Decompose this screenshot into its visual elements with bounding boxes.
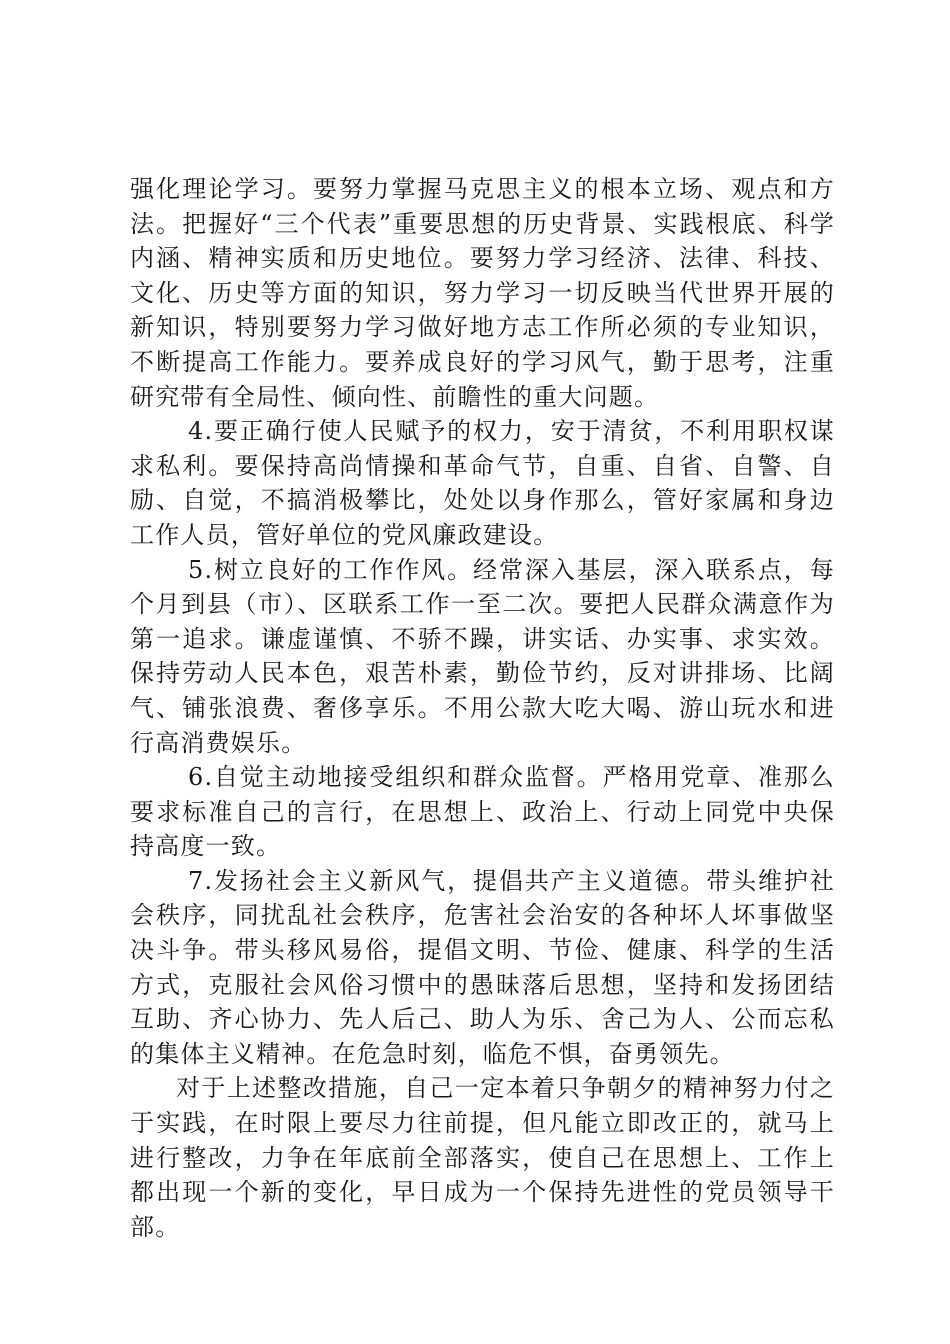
paragraph-closing: 对于上述整改措施，自己一定本着只争朝夕的精神努力付之于实践，在时限上要尽力往前提，但凡能立即改正的，就马上进行整改，力争在年底前全部落实，使自己在思想上、工作上都出现一个新的变化，早日成为一个保持先进性的党员领导干部。 bbox=[130, 1074, 835, 1241]
paragraph-item-4: 4.要正确行使人民赋予的权力，安于清贫，不利用职权谋求私利。要保持高尚情操和革命气节，自重、自省、自警、自励、自觉，不搞消极攀比，处处以身作那么，管好家属和身边工作人员，管好单位的党风廉政建设。 bbox=[130, 417, 835, 549]
document-body bbox=[130, 172, 835, 1244]
paragraph-item-6: 6.自觉主动地接受组织和群众监督。严格用党章、准那么要求标准自己的言行，在思想上、政治上、行动上同党中央保持高度一致。 bbox=[130, 763, 835, 861]
paragraph-study: 强化理论学习。要努力掌握马克思主义的根本立场、观点和方法。把握好“三个代表”重要思想的历史背景、实践根底、科学内涵、精神实质和历史地位。要努力学习经济、法律、科技、文化、历史等方面的知识，努力学习一切反映当代世界开展的新知识，特别要努力学习做好地方志工作所必须的专业知识，不断提高工作能力。要养成良好的学习风气，勤于思考，注重研究带有全局性、倾向性、前瞻性的重大问题。 bbox=[130, 175, 835, 411]
paragraph-item-7: 7.发扬社会主义新风气，提倡共产主义道德。带头维护社会秩序，同扰乱社会秩序，危害社会治安的各种坏人坏事做坚决斗争。带头移风易俗，提倡文明、节俭、健康、科学的生活方式，克服社会风俗习惯中的愚昧落后思想，坚持和发扬团结互助、齐心协力、先人后己、助人为乐、舍己为人、公而忘私的集体主义精神。在危急时刻，临危不惧，奋勇领先。 bbox=[130, 866, 835, 1068]
paragraph-item-5: 5.树立良好的工作作风。经常深入基层，深入联系点，每个月到县（市）、区联系工作一至二次。要把人民群众满意作为第一追求。谦虚谨慎、不骄不躁，讲实话、办实事、求实效。保持劳动人民本色，艰苦朴素，勤俭节约，反对讲排场、比阔气、铺张浪费、奢侈享乐。不用公款大吃大喝、游山玩水和进行高消费娱乐。 bbox=[130, 555, 835, 757]
